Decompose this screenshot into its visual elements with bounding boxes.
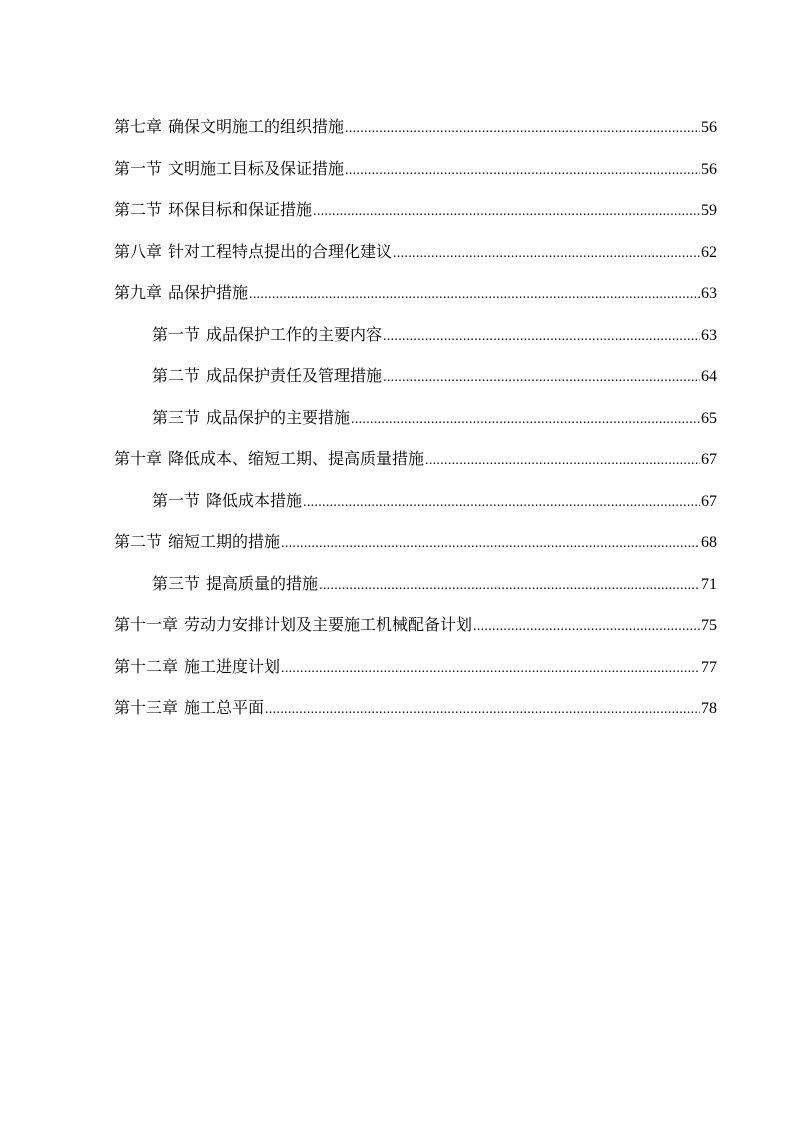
toc-dot-leader	[303, 492, 700, 514]
toc-label	[114, 199, 312, 221]
toc-title: 施工总平面	[184, 698, 265, 717]
toc-entry[interactable]	[0, 189, 793, 231]
toc-page-number: 63	[701, 326, 717, 344]
toc-page-number: 68	[701, 534, 717, 551]
toc-label	[152, 365, 382, 387]
toc-page-number: 62	[701, 243, 717, 261]
toc-label	[114, 697, 264, 719]
toc-number: 第八章	[114, 241, 163, 261]
toc-line	[152, 407, 717, 429]
toc-dot-leader	[425, 450, 700, 472]
toc-number: 第十三章	[114, 698, 179, 717]
toc-title: 成品保护工作的主要内容	[206, 324, 383, 344]
toc-dot-leader	[249, 284, 700, 306]
toc-page-number: 56	[701, 119, 717, 136]
toc-entry[interactable]	[0, 480, 793, 522]
toc-dot-leader	[313, 201, 700, 223]
toc-title: 成品保护的主要措施	[206, 407, 351, 427]
toc-number: 第七章	[114, 117, 163, 136]
toc-page-number: 59	[701, 202, 717, 219]
toc-label	[114, 241, 392, 263]
toc-dot-leader	[345, 160, 700, 182]
toc-title: 提高质量的措施	[206, 573, 319, 593]
table-of-contents	[0, 106, 793, 729]
toc-line	[152, 573, 717, 595]
toc-dot-leader	[281, 533, 700, 555]
toc-entry[interactable]	[0, 438, 793, 480]
toc-entry[interactable]	[0, 604, 793, 646]
toc-line	[114, 199, 717, 221]
toc-line	[114, 241, 717, 263]
toc-label	[152, 490, 302, 512]
toc-title: 缩短工期的措施	[168, 532, 281, 551]
toc-label	[114, 656, 280, 678]
toc-dot-leader	[345, 118, 700, 140]
toc-line	[152, 324, 717, 346]
toc-line	[152, 365, 717, 387]
toc-page-number: 64	[701, 368, 717, 385]
toc-page-number: 56	[701, 160, 717, 178]
toc-title: 环保目标和保证措施	[168, 200, 313, 219]
toc-title: 劳动力安排计划及主要施工机械配备计划	[184, 615, 473, 634]
toc-label	[114, 531, 280, 553]
toc-title: 成品保护责任及管理措施	[206, 366, 383, 385]
toc-entry[interactable]	[0, 521, 793, 563]
toc-entry[interactable]	[0, 355, 793, 397]
toc-entry[interactable]	[0, 397, 793, 439]
toc-dot-leader	[473, 616, 700, 638]
toc-page-number: 67	[701, 492, 717, 510]
toc-label	[114, 614, 472, 636]
toc-page-number: 77	[701, 658, 717, 676]
toc-entry[interactable]	[0, 231, 793, 273]
toc-label	[114, 448, 424, 470]
toc-label	[152, 407, 350, 429]
toc-page-number: 67	[701, 451, 717, 468]
toc-label	[152, 324, 382, 346]
toc-title: 降低成本措施	[206, 490, 303, 510]
toc-page-number: 63	[701, 285, 717, 302]
toc-line	[114, 116, 717, 138]
toc-dot-leader	[383, 326, 700, 348]
toc-line	[114, 697, 717, 719]
toc-title: 施工进度计划	[184, 656, 281, 676]
toc-number: 第二节	[152, 366, 201, 385]
toc-page-number: 65	[701, 409, 717, 427]
toc-number: 第九章	[114, 283, 163, 302]
toc-number: 第十章	[114, 449, 163, 468]
toc-label	[152, 573, 318, 595]
toc-number: 第十一章	[114, 615, 179, 634]
toc-line	[114, 282, 717, 304]
toc-line	[114, 448, 717, 470]
toc-page-number: 75	[701, 617, 717, 634]
toc-title: 确保文明施工的组织措施	[168, 117, 345, 136]
toc-title: 降低成本、缩短工期、提高质量措施	[168, 449, 425, 468]
toc-dot-leader	[265, 699, 700, 721]
toc-dot-leader	[351, 409, 700, 431]
toc-entry[interactable]	[0, 646, 793, 688]
toc-entry[interactable]	[0, 272, 793, 314]
toc-number: 第十二章	[114, 656, 179, 676]
toc-line	[114, 656, 717, 678]
toc-label	[114, 116, 344, 138]
toc-number: 第二节	[114, 200, 163, 219]
toc-line	[114, 531, 717, 553]
toc-label	[114, 158, 344, 180]
toc-number: 第一节	[152, 490, 201, 510]
toc-title: 品保护措施	[168, 283, 249, 302]
toc-dot-leader	[319, 575, 700, 597]
toc-page-number: 78	[701, 700, 717, 717]
toc-number: 第二节	[114, 532, 163, 551]
toc-number: 第一节	[114, 158, 163, 178]
toc-label	[114, 282, 248, 304]
toc-title: 针对工程特点提出的合理化建议	[168, 241, 393, 261]
toc-dot-leader	[383, 367, 700, 389]
toc-number: 第三节	[152, 407, 201, 427]
toc-line	[114, 614, 717, 636]
toc-entry[interactable]	[0, 687, 793, 729]
toc-entry[interactable]	[0, 106, 793, 148]
toc-title: 文明施工目标及保证措施	[168, 158, 345, 178]
toc-page-number: 71	[701, 575, 717, 593]
toc-dot-leader	[281, 658, 700, 680]
toc-line	[114, 158, 717, 180]
toc-number: 第三节	[152, 573, 201, 593]
toc-entry[interactable]	[0, 314, 793, 356]
toc-entry[interactable]	[0, 563, 793, 605]
toc-entry[interactable]	[0, 148, 793, 190]
toc-dot-leader	[393, 243, 700, 265]
toc-number: 第一节	[152, 324, 201, 344]
toc-line	[152, 490, 717, 512]
